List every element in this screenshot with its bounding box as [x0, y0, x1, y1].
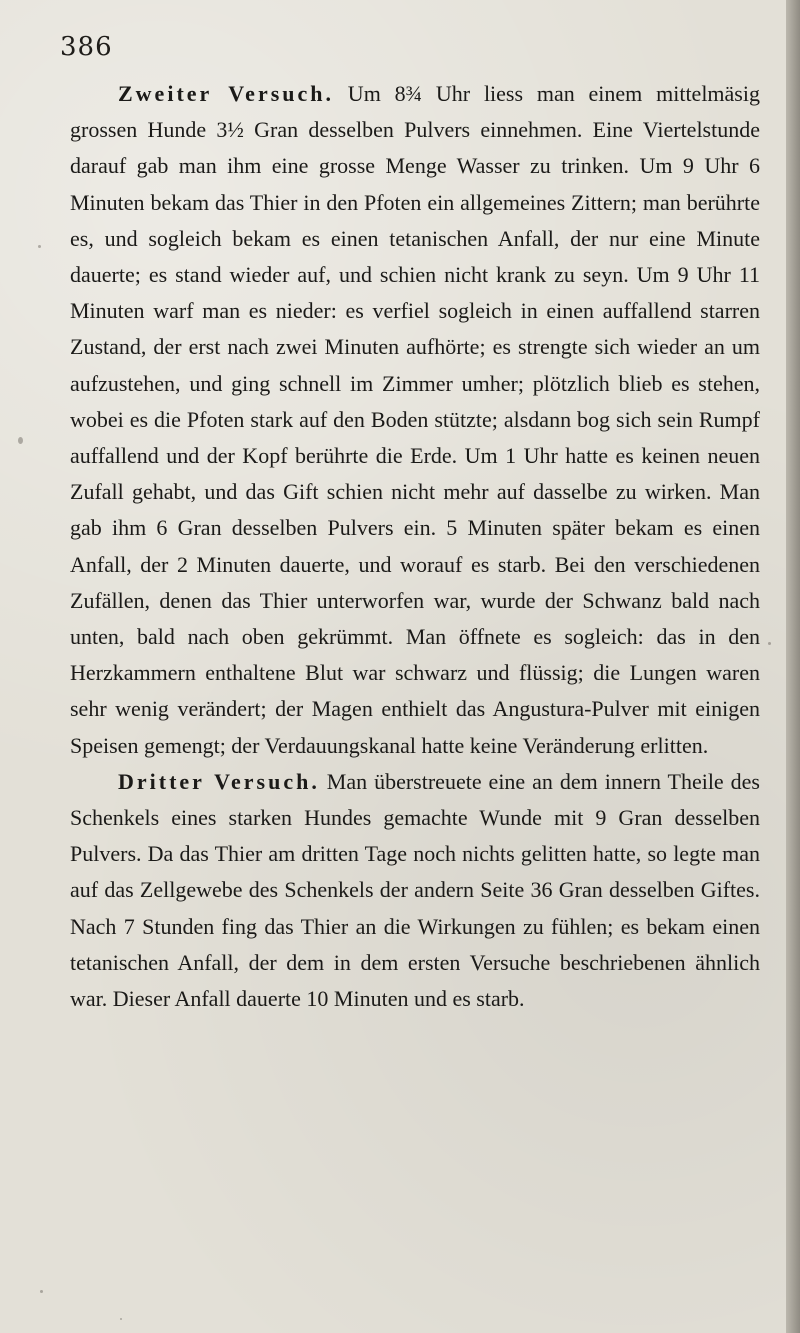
paragraph-body: Um 8¾ Uhr liess man einem mittelmäsig grossen Hunde 3½ Gran desselben Pulvers einnehmen. Eine Viertelstunde darauf gab man ihm eine grosse Menge Wasser zu trinken. Um 9 Uhr 6 Minuten bekam das Thier in den Pfoten ein allgemeines Zittern; man berührte es, und sogleich bekam es einen tetanischen Anfall, der nur eine Minute dauerte; es stand wieder auf, und schien nicht krank zu seyn. Um 9 Uhr 11 Minuten warf man es nieder: es verfiel sogleich in einen auffallend starren Zustand, der erst nach zwei Minuten aufhörte; es strengte sich wieder an um aufzustehen, und ging schnell im Zimmer umher; plötzlich blieb es stehen, wobei es die Pfoten stark auf den Boden stützte; alsdann bog sich sein Rumpf auffallend und der Kopf berührte die Erde. Um 1 Uhr hatte es keinen neuen Zufall gehabt, und das Gift schien nicht mehr auf dasselbe zu wirken. Man gab ihm 6 Gran desselben Pulvers ein. 5 Minuten später bekam es einen Anfall, der 2 Minuten dauerte, und worauf es starb. Bei den verschiedenen Zufällen, denen das Thier unterworfen war, wurde der Schwanz bald nach unten, bald nach oben gekrümmt. Man öffnete es sogleich: das in den Herzkammern enthaltene Blut war schwarz und flüssig; die Lungen waren sehr wenig verändert; der Magen enthielt das Angustura-Pulver mit einigen Speisen gemengt; der Verdauungskanal hatte keine Veränderung erlitten.	[70, 81, 760, 758]
paper-speck	[38, 245, 41, 248]
page-text	[70, 76, 760, 1017]
paragraph-dritter-versuch	[70, 764, 760, 1017]
page-edge-shadow	[786, 0, 800, 1333]
paragraph-lead: Dritter Versuch.	[118, 768, 320, 794]
paper-speck	[40, 1290, 43, 1293]
paragraph-body: Man überstreuete eine an dem innern Theile des Schenkels eines starken Hundes gemachte Wunde mit 9 Gran desselben Pulvers. Da das Thier am dritten Tage noch nichts gelitten hatte, so legte man auf das Zellgewebe des Schenkels der andern Seite 36 Gran desselben Giftes. Nach 7 Stunden fing das Thier an die Wirkungen zu fühlen; es bekam einen tetanischen Anfall, der dem in dem ersten Versuche beschriebenen ähnlich war. Dieser Anfall dauerte 10 Minuten und es starb.	[70, 768, 760, 1012]
paragraph-zweiter-versuch	[70, 76, 760, 764]
paragraph-lead: Zweiter Versuch.	[118, 81, 334, 106]
page-number: 386	[60, 32, 113, 62]
paper-speck	[768, 642, 771, 645]
paper-speck	[18, 437, 23, 444]
paper-speck	[120, 1318, 122, 1320]
